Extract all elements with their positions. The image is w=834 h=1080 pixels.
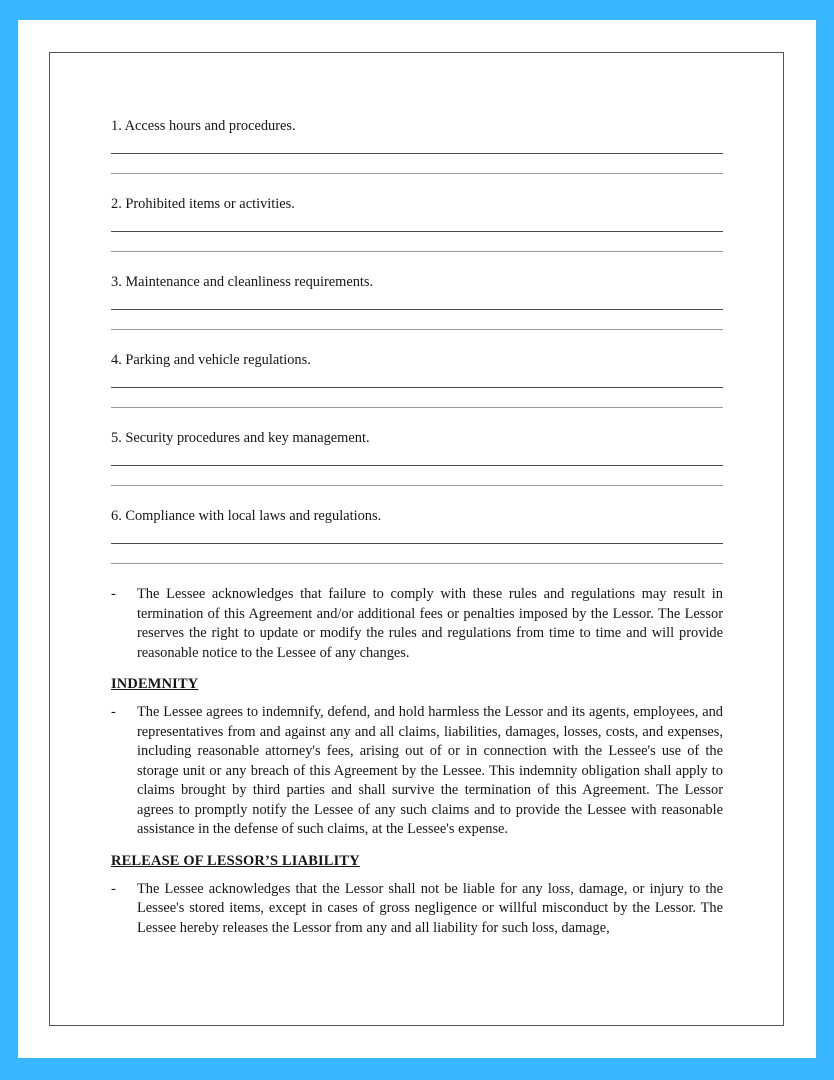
fill-in-blank-line — [111, 466, 723, 486]
fill-in-blank-line — [111, 232, 723, 252]
rule-item-label: 2. Prohibited items or activities. — [111, 196, 295, 212]
release-of-liability-paragraph — [111, 880, 723, 939]
bullet-dash: - — [111, 704, 116, 720]
rule-item-6 — [111, 507, 723, 564]
document-page — [49, 52, 784, 1026]
paragraph-text: The Lessee acknowledges that failure to comply with these rules and regulations may result in termination of this Agreement and/or additional fees or penalties imposed by the Lessor. The Lessor reserves the right to update or modify the rules and regulations from time to time and will provide reasonable notice to the Lessee of any changes. — [137, 586, 723, 661]
rule-item-3 — [111, 273, 723, 330]
rule-item-label: 3. Maintenance and cleanliness requirements. — [111, 274, 374, 290]
fill-in-blank-line — [111, 388, 723, 408]
rules-acknowledgement-paragraph — [111, 585, 723, 663]
paragraph-text: The Lessee acknowledges that the Lessor shall not be liable for any loss, damage, or injury to the Lessee's stored items, except in cases of gross negligence or willful misconduct by the Lessor. The Lessee hereby releases the Lessor from any and all liability for such loss, damage, — [137, 880, 723, 936]
fill-in-blank-line — [111, 544, 723, 564]
fill-in-blank-line — [111, 310, 723, 330]
rule-item-1 — [111, 117, 723, 174]
fill-in-blank-line — [111, 292, 723, 310]
bullet-dash: - — [111, 586, 116, 602]
rule-item-label: 6. Compliance with local laws and regulations. — [111, 508, 382, 524]
rule-item-label: 4. Parking and vehicle regulations. — [111, 352, 311, 368]
fill-in-blank-line — [111, 370, 723, 388]
fill-in-blank-line — [111, 154, 723, 174]
page-content — [111, 117, 723, 938]
bullet-dash: - — [111, 880, 116, 897]
fill-in-blank-line — [111, 448, 723, 466]
document-sheet — [18, 20, 816, 1058]
fill-in-blank-line — [111, 136, 723, 154]
rule-item-5 — [111, 429, 723, 486]
paragraph-text: The Lessee agrees to indemnify, defend, and hold harmless the Lessor and its agents, employees, and representatives from and against any and all claims, liabilities, damages, losses, costs, and expenses, including reasonable attorney's fees, arising out of or in connection with the Lessee's use of the storage unit or any breach of this Agreement by the Lessee. This indemnity obligation shall apply to claims brought by third parties and shall survive the termination of this Agreement. The Lessor agrees to promptly notify the Lessee of any such claims and to provide the Lessee with reasonable assistance in the defense of such claims, at the Lessee's expense. — [137, 704, 723, 837]
fill-in-blank-line — [111, 526, 723, 544]
indemnity-heading: INDEMNITY — [111, 676, 199, 692]
rule-item-label: 1. Access hours and procedures. — [111, 118, 296, 134]
release-of-liability-heading: RELEASE OF LESSOR’S LIABILITY — [111, 852, 360, 869]
fill-in-blank-line — [111, 214, 723, 232]
rule-item-4 — [111, 351, 723, 408]
rule-item-2 — [111, 195, 723, 252]
indemnity-paragraph — [111, 703, 723, 840]
rule-item-label: 5. Security procedures and key management. — [111, 430, 370, 446]
